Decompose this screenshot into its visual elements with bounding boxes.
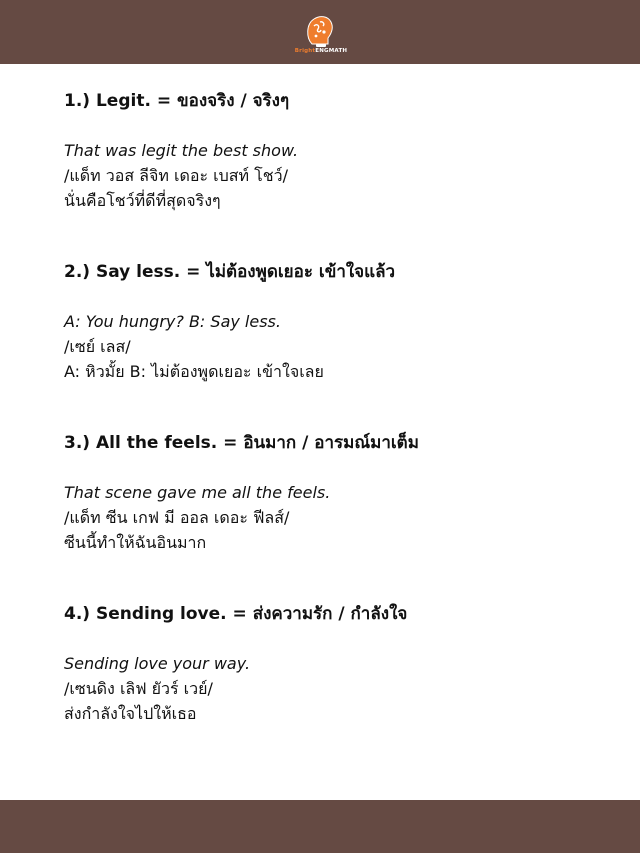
brand-logo-text-part-a: Bright (294, 48, 316, 54)
phrase-section (64, 88, 624, 213)
brand-logo-text-part-b: ENGMATH (315, 48, 348, 54)
phrase-heading: 3.) All the feels. = อินมาก / อารมณ์มาเต็ม (64, 433, 419, 453)
phrase-heading: 4.) Sending love. = ส่งความรัก / กำลังใจ (64, 604, 408, 624)
example-sentence: That was legit the best show. (64, 141, 299, 160)
translation: ซีนนี้ทำให้ฉันอินมาก (64, 533, 207, 552)
header-bar (0, 0, 640, 64)
phrase-section (64, 259, 624, 384)
phrase-list (64, 88, 624, 726)
pronunciation: /แด็ท วอส ลีจิท เดอะ เบสท์ โชว์/ (64, 166, 288, 185)
brand-logo (290, 14, 352, 58)
phrase-heading: 1.) Legit. = ของจริง / จริงๆ (64, 91, 290, 111)
pronunciation: /เซนดิง เลิฟ ยัวร์ เวย์/ (64, 679, 213, 698)
phrase-section (64, 430, 624, 555)
footer-bar (0, 800, 640, 853)
example-sentence: A: You hungry? B: Say less. (64, 312, 281, 331)
example-sentence: Sending love your way. (64, 654, 251, 673)
phrase-section (64, 601, 624, 726)
example-sentence: That scene gave me all the feels. (64, 483, 331, 502)
brain-bulb-icon (290, 14, 352, 48)
translation: A: หิวมั้ย B: ไม่ต้องพูดเยอะ เข้าใจเลย (64, 362, 324, 381)
pronunciation: /แด็ท ซีน เกฟ มี ออล เดอะ ฟีลส์/ (64, 508, 290, 527)
translation: ส่งกำลังใจไปให้เธอ (64, 704, 197, 723)
translation: นั่นคือโชว์ที่ดีที่สุดจริงๆ (64, 191, 221, 210)
pronunciation: /เซย์ เลส/ (64, 337, 131, 356)
phrase-heading: 2.) Say less. = ไม่ต้องพูดเยอะ เข้าใจแล้ว (64, 262, 396, 282)
brand-logo-text (290, 48, 352, 54)
